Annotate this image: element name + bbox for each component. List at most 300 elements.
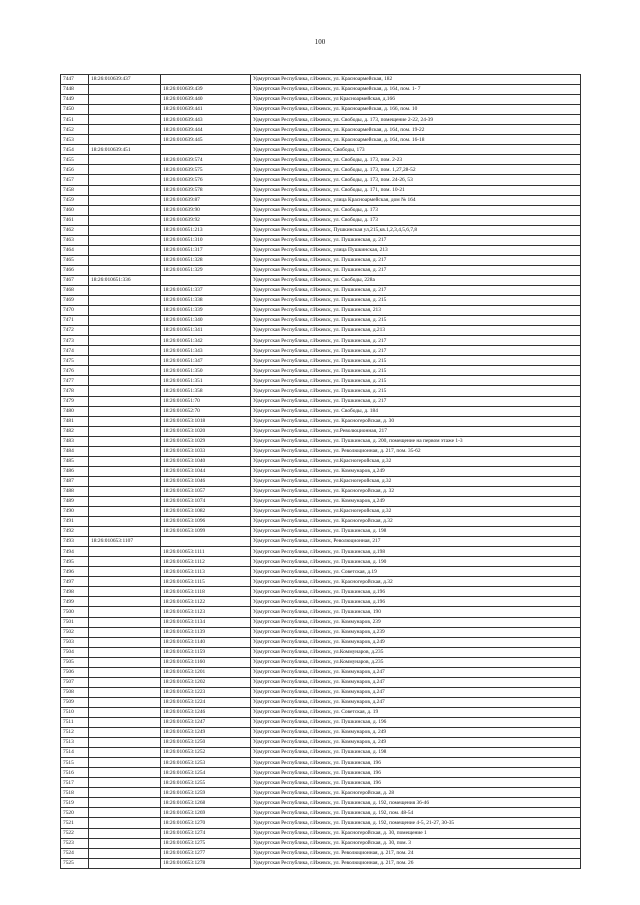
table-row — [61, 135, 581, 145]
cadastral-number-cell: 18:26:010651:341 — [161, 326, 251, 336]
parent-cadastral-cell — [89, 657, 161, 667]
row-number-cell: 7515 — [61, 758, 89, 768]
cadastral-number-cell: 18:26:010653:1275 — [161, 838, 251, 848]
address-cell: Удмуртская Республика, г.Ижевск, ул. Свободы, д. 173, пом. 1,27,28-52 — [251, 165, 581, 175]
row-number-cell: 7525 — [61, 858, 89, 868]
cadastral-number-cell: 18:26:010651:337 — [161, 285, 251, 295]
parent-cadastral-cell — [89, 175, 161, 185]
parent-cadastral-cell — [89, 225, 161, 235]
address-cell: Удмуртская Республика, г.Ижевск, ул. Пушкинская, д. 217 — [251, 235, 581, 245]
table-row — [61, 366, 581, 376]
address-cell: Удмуртская Республика, г.Ижевск, ул. Свободы, д. 173, пом. 2-23 — [251, 155, 581, 165]
address-cell: Удмуртская Республика, г.Ижевск, ул. Пушкинская, д. 192, помещения 36-46 — [251, 798, 581, 808]
table-row — [61, 306, 581, 316]
address-cell: Удмуртская Республика, г.Ижевск, ул. Свободы, д. 173, помещение 2-22, 24-39 — [251, 115, 581, 125]
page-number: 100 — [314, 38, 326, 46]
address-cell: Удмуртская Республика, г.Ижевск, ул. Советская, д.19 — [251, 567, 581, 577]
row-number-cell: 7493 — [61, 537, 89, 547]
address-cell: Удмуртская Республика, г.Ижевск, ул.Коммунаров, д.235 — [251, 657, 581, 667]
table-row — [61, 557, 581, 567]
parent-cadastral-cell — [89, 205, 161, 215]
row-number-cell: 7520 — [61, 808, 89, 818]
row-number-cell: 7509 — [61, 697, 89, 707]
parent-cadastral-cell — [89, 125, 161, 135]
table-row — [61, 285, 581, 295]
parent-cadastral-cell — [89, 346, 161, 356]
row-number-cell: 7490 — [61, 507, 89, 517]
address-cell: Удмуртская Республика, г.Ижевск, ул. Пушкинская, д. 192, помещение 4-5, 21-27, 30-35 — [251, 818, 581, 828]
table-row — [61, 547, 581, 557]
table-row — [61, 255, 581, 265]
parent-cadastral-cell — [89, 627, 161, 637]
parent-cadastral-cell — [89, 697, 161, 707]
table-row — [61, 326, 581, 336]
row-number-cell: 7491 — [61, 517, 89, 527]
cadastral-number-cell: 18:26:010651:342 — [161, 336, 251, 346]
row-number-cell: 7464 — [61, 245, 89, 255]
table-row — [61, 386, 581, 396]
parent-cadastral-cell — [89, 265, 161, 275]
address-cell: Удмуртская Республика, г.Ижевск, ул. Пушкинская, д.196 — [251, 597, 581, 607]
table-row — [61, 627, 581, 637]
address-cell: Удмуртская Республика, г.Ижевск, ул. Красноармейская, 182 — [251, 75, 581, 85]
row-number-cell: 7500 — [61, 607, 89, 617]
parent-cadastral-cell — [89, 306, 161, 316]
parent-cadastral-cell — [89, 677, 161, 687]
cadastral-number-cell: 18:26:010653:1268 — [161, 798, 251, 808]
address-cell: Удмуртская Республика, г.Ижевск, ул.Красногеройская, д.32 — [251, 456, 581, 466]
address-cell: Удмуртская Республика, г.Ижевск, ул. Пушкинская, д. 192, пом. 48-54 — [251, 808, 581, 818]
cadastral-number-cell: 18:26:010651:317 — [161, 245, 251, 255]
cadastral-number-cell: 18:26:010653:1249 — [161, 728, 251, 738]
address-cell: Удмуртская Республика, г.Ижевск, ул. Революционная, д. 217, пом. 35-62 — [251, 446, 581, 456]
row-number-cell: 7502 — [61, 627, 89, 637]
parent-cadastral-cell — [89, 105, 161, 115]
cadastral-number-cell: 18:26:010653:1201 — [161, 667, 251, 677]
cadastral-number-cell: 18:26:010639:576 — [161, 175, 251, 185]
cadastral-number-cell — [161, 145, 251, 155]
row-number-cell: 7473 — [61, 336, 89, 346]
table-row — [61, 456, 581, 466]
address-cell: Удмуртская Республика, г.Ижевск, ул. Революционная, д. 217, пом. 24 — [251, 848, 581, 858]
cadastral-number-cell: 18:26:010653:1046 — [161, 476, 251, 486]
address-cell: Удмуртская Республика, г.Ижевск, ул. Пушкинская, 190 — [251, 607, 581, 617]
cadastral-table — [60, 74, 581, 869]
cadastral-number-cell: 18:26:010652:70 — [161, 406, 251, 416]
row-number-cell: 7454 — [61, 145, 89, 155]
address-cell: Удмуртская Республика, г.Ижевск, ул. Коммунаров, д.247 — [251, 677, 581, 687]
address-cell: Удмуртская Республика, г.Ижевск, ул. Свободы, д. 173 — [251, 215, 581, 225]
address-cell: Удмуртская Республика, г.Ижевск, ул. Пушкинская, д. 198 — [251, 748, 581, 758]
cadastral-number-cell: 18:26:010653:1113 — [161, 567, 251, 577]
cadastral-number-cell: 18:26:010653:1096 — [161, 517, 251, 527]
address-cell: Удмуртская Республика, г.Ижевск, улица Пушкинская, 213 — [251, 245, 581, 255]
address-cell: Удмуртская Республика, г.Ижевск, ул. Пушкинская, д. 200, помещение на первом этаже 1-3 — [251, 436, 581, 446]
table-row — [61, 728, 581, 738]
parent-cadastral-cell — [89, 456, 161, 466]
row-number-cell: 7451 — [61, 115, 89, 125]
cadastral-number-cell: 18:26:010653:1111 — [161, 547, 251, 557]
table-row — [61, 376, 581, 386]
cadastral-number-cell: 18:26:010639:87 — [161, 195, 251, 205]
row-number-cell: 7475 — [61, 356, 89, 366]
table-row — [61, 707, 581, 717]
cadastral-number-cell: 18:26:010653:1018 — [161, 416, 251, 426]
row-number-cell: 7512 — [61, 728, 89, 738]
row-number-cell: 7477 — [61, 376, 89, 386]
address-cell: Удмуртская Республика, г.Ижевск, ул. Красногеройская, д.32 — [251, 577, 581, 587]
cadastral-number-cell: 18:26:010651:328 — [161, 255, 251, 265]
address-cell: Удмуртская Республика, г.Ижевск, ул. Пушкинская, д. 215 — [251, 356, 581, 366]
cadastral-number-cell: 18:26:010651:213 — [161, 225, 251, 235]
table-row — [61, 296, 581, 306]
row-number-cell: 7453 — [61, 135, 89, 145]
parent-cadastral-cell — [89, 718, 161, 728]
table-row — [61, 275, 581, 285]
table-row — [61, 436, 581, 446]
table-row — [61, 828, 581, 838]
address-cell: Удмуртская Республика, г.Ижевск, ул. Пушкинская, д. 215 — [251, 386, 581, 396]
row-number-cell: 7449 — [61, 95, 89, 105]
parent-cadastral-cell — [89, 115, 161, 125]
parent-cadastral-cell — [89, 366, 161, 376]
cadastral-number-cell: 18:26:010653:1044 — [161, 466, 251, 476]
row-number-cell: 7452 — [61, 125, 89, 135]
table-row — [61, 446, 581, 456]
address-cell: Удмуртская Республика, г.Ижевск, ул. Коммунаров, д.247 — [251, 667, 581, 677]
cadastral-number-cell: 18:26:010653:1160 — [161, 657, 251, 667]
address-cell: Удмуртская Республика, г.Ижевск, ул. Пушкинская, д. 215 — [251, 366, 581, 376]
table-row — [61, 507, 581, 517]
cadastral-number-cell: 18:26:010653:1040 — [161, 456, 251, 466]
address-cell: Удмуртская Республика, г.Ижевск, ул. Коммунаров, 239 — [251, 617, 581, 627]
row-number-cell: 7456 — [61, 165, 89, 175]
cadastral-number-cell: 18:26:010639:444 — [161, 125, 251, 135]
row-number-cell: 7481 — [61, 416, 89, 426]
parent-cadastral-cell — [89, 85, 161, 95]
address-cell: Удмуртская Республика, г.Ижевск, ул. Пушкинская, д.198 — [251, 547, 581, 557]
address-cell: Удмуртская Республика, г.Ижевск, ул. Пушкинская, д. 217 — [251, 255, 581, 265]
parent-cadastral-cell — [89, 557, 161, 567]
table-row — [61, 567, 581, 577]
cadastral-number-cell — [161, 75, 251, 85]
table-row — [61, 537, 581, 547]
cadastral-number-cell: 18:26:010653:1140 — [161, 637, 251, 647]
cadastral-number-cell: 18:26:010651:339 — [161, 306, 251, 316]
parent-cadastral-cell — [89, 245, 161, 255]
cadastral-number-cell: 18:26:010653:1274 — [161, 828, 251, 838]
parent-cadastral-cell — [89, 587, 161, 597]
row-number-cell: 7483 — [61, 436, 89, 446]
cadastral-number-cell: 18:26:010653:1074 — [161, 496, 251, 506]
cadastral-number-cell: 18:26:010653:1029 — [161, 436, 251, 446]
address-cell: Удмуртская Республика, г.Ижевск, ул. Красногеройская, д.32 — [251, 517, 581, 527]
row-number-cell: 7467 — [61, 275, 89, 285]
table-row — [61, 396, 581, 406]
table-body — [61, 75, 581, 869]
cadastral-number-cell: 18:26:010651:343 — [161, 346, 251, 356]
cadastral-number-cell: 18:26:010653:1159 — [161, 647, 251, 657]
parent-cadastral-cell — [89, 316, 161, 326]
table-row — [61, 838, 581, 848]
cadastral-number-cell: 18:26:010639:92 — [161, 215, 251, 225]
table-row — [61, 416, 581, 426]
address-cell: Удмуртская Республика, г.Ижевск, ул. Коммунаров, д.247 — [251, 697, 581, 707]
table-row — [61, 105, 581, 115]
parent-cadastral-cell — [89, 577, 161, 587]
row-number-cell: 7463 — [61, 235, 89, 245]
table-row — [61, 697, 581, 707]
row-number-cell: 7448 — [61, 85, 89, 95]
parent-cadastral-cell — [89, 285, 161, 295]
table-row — [61, 647, 581, 657]
row-number-cell: 7504 — [61, 647, 89, 657]
address-cell: Удмуртская Республика, г.Ижевск, ул. Революционная, д. 217, пом. 26 — [251, 858, 581, 868]
parent-cadastral-cell — [89, 637, 161, 647]
row-number-cell: 7480 — [61, 406, 89, 416]
address-cell: Удмуртская Республика, г.Ижевск, ул. Коммунаров, д. 249 — [251, 738, 581, 748]
row-number-cell: 7494 — [61, 547, 89, 557]
cadastral-number-cell: 18:26:010651:358 — [161, 386, 251, 396]
table-row — [61, 195, 581, 205]
row-number-cell: 7498 — [61, 587, 89, 597]
cadastral-number-cell: 18:26:010651:70 — [161, 396, 251, 406]
row-number-cell: 7492 — [61, 527, 89, 537]
parent-cadastral-cell — [89, 507, 161, 517]
table-row — [61, 587, 581, 597]
parent-cadastral-cell — [89, 768, 161, 778]
row-number-cell: 7507 — [61, 677, 89, 687]
address-cell: Удмуртская Республика, г.Ижевск, ул. Коммунаров, д.249 — [251, 496, 581, 506]
table-row — [61, 165, 581, 175]
address-cell: Удмуртская Республика, г.Ижевск, ул. Пушкинская, д. 190 — [251, 557, 581, 567]
row-number-cell: 7478 — [61, 386, 89, 396]
row-number-cell: 7474 — [61, 346, 89, 356]
row-number-cell: 7488 — [61, 486, 89, 496]
address-cell: Удмуртская Республика, г.Ижевск, ул. Пушкинская, 196 — [251, 758, 581, 768]
address-cell: Удмуртская Республика, г.Ижевск, ул. Коммунаров, д. 249 — [251, 728, 581, 738]
cadastral-number-cell: 18:26:010653:1278 — [161, 858, 251, 868]
parent-cadastral-cell — [89, 95, 161, 105]
cadastral-number-cell: 18:26:010653:1139 — [161, 627, 251, 637]
cadastral-number-cell: 18:26:010653:1112 — [161, 557, 251, 567]
cadastral-number-cell: 18:26:010653:1255 — [161, 778, 251, 788]
table-row — [61, 607, 581, 617]
address-cell: Удмуртская Республика, г.Ижевск, ул. Свободы, д. 173 — [251, 205, 581, 215]
row-number-cell: 7461 — [61, 215, 89, 225]
address-cell: Удмуртская Республика, г.Ижевск, ул. Коммунаров, д.239 — [251, 627, 581, 637]
table-row — [61, 718, 581, 728]
parent-cadastral-cell — [89, 155, 161, 165]
parent-cadastral-cell — [89, 667, 161, 677]
table-row — [61, 426, 581, 436]
row-number-cell: 7518 — [61, 788, 89, 798]
row-number-cell: 7460 — [61, 205, 89, 215]
table-row — [61, 527, 581, 537]
row-number-cell: 7511 — [61, 718, 89, 728]
parent-cadastral-cell — [89, 165, 161, 175]
parent-cadastral-cell — [89, 808, 161, 818]
address-cell: Удмуртская Республика, г.Ижевск, ул. Пушкинская, д. 215 — [251, 376, 581, 386]
row-number-cell: 7524 — [61, 848, 89, 858]
row-number-cell: 7447 — [61, 75, 89, 85]
parent-cadastral-cell — [89, 758, 161, 768]
parent-cadastral-cell — [89, 818, 161, 828]
row-number-cell: 7519 — [61, 798, 89, 808]
table-row — [61, 738, 581, 748]
row-number-cell: 7468 — [61, 285, 89, 295]
parent-cadastral-cell — [89, 707, 161, 717]
table-row — [61, 798, 581, 808]
table-row — [61, 95, 581, 105]
table-row — [61, 637, 581, 647]
table-row — [61, 185, 581, 195]
parent-cadastral-cell — [89, 396, 161, 406]
table-row — [61, 597, 581, 607]
address-cell: Удмуртская Республика, г.Ижевск, ул. Красноармейская, д. 164, пом. 16-18 — [251, 135, 581, 145]
parent-cadastral-cell — [89, 296, 161, 306]
parent-cadastral-cell — [89, 567, 161, 577]
parent-cadastral-cell — [89, 356, 161, 366]
table-row — [61, 577, 581, 587]
parent-cadastral-cell — [89, 858, 161, 868]
row-number-cell: 7506 — [61, 667, 89, 677]
table-row — [61, 75, 581, 85]
parent-cadastral-cell — [89, 436, 161, 446]
parent-cadastral-cell — [89, 215, 161, 225]
parent-cadastral-cell: 18:26:010639:437 — [89, 75, 161, 85]
parent-cadastral-cell — [89, 476, 161, 486]
cadastral-number-cell: 18:26:010653:1253 — [161, 758, 251, 768]
address-cell: Удмуртская Республика, г.Ижевск, ул. Красногеройская, д. 30 — [251, 416, 581, 426]
row-number-cell: 7462 — [61, 225, 89, 235]
row-number-cell: 7485 — [61, 456, 89, 466]
table-row — [61, 245, 581, 255]
address-cell: Удмуртская Республика, г.Ижевск, ул. Пушкинская, д. 217 — [251, 336, 581, 346]
row-number-cell: 7476 — [61, 366, 89, 376]
row-number-cell: 7457 — [61, 175, 89, 185]
address-cell: Удмуртская Республика, г.Ижевск, улица Красноармейская, дом № 164 — [251, 195, 581, 205]
row-number-cell: 7469 — [61, 296, 89, 306]
address-cell: Удмуртская Республика, г.Ижевск, ул. Коммунаров, д.249 — [251, 637, 581, 647]
address-cell: Удмуртская Республика, г.Ижевск, ул. Пушкинская, 196 — [251, 768, 581, 778]
table-row — [61, 346, 581, 356]
parent-cadastral-cell: 18:26:010639:451 — [89, 145, 161, 155]
table-row — [61, 145, 581, 155]
table-row — [61, 175, 581, 185]
table-row — [61, 215, 581, 225]
address-cell: Удмуртская Республика, г.Ижевск, Пушкинская ул,215,кв.1,2,3,4,5,6,7,8 — [251, 225, 581, 235]
table-row — [61, 858, 581, 868]
cadastral-number-cell: 18:26:010651:350 — [161, 366, 251, 376]
row-number-cell: 7517 — [61, 778, 89, 788]
table-row — [61, 808, 581, 818]
cadastral-number-cell: 18:26:010639:443 — [161, 115, 251, 125]
cadastral-number-cell: 18:26:010653:1277 — [161, 848, 251, 858]
row-number-cell: 7450 — [61, 105, 89, 115]
cadastral-number-cell: 18:26:010639:575 — [161, 165, 251, 175]
table-row — [61, 657, 581, 667]
parent-cadastral-cell: 18:26:010653:1107 — [89, 537, 161, 547]
parent-cadastral-cell — [89, 848, 161, 858]
table-row — [61, 486, 581, 496]
table-row — [61, 778, 581, 788]
row-number-cell: 7513 — [61, 738, 89, 748]
table-row — [61, 336, 581, 346]
cadastral-number-cell: 18:26:010653:1246 — [161, 707, 251, 717]
cadastral-number-cell: 18:26:010653:1118 — [161, 587, 251, 597]
row-number-cell: 7455 — [61, 155, 89, 165]
cadastral-number-cell — [161, 275, 251, 285]
cadastral-number-cell: 18:26:010639:441 — [161, 105, 251, 115]
parent-cadastral-cell — [89, 406, 161, 416]
row-number-cell: 7510 — [61, 707, 89, 717]
parent-cadastral-cell — [89, 185, 161, 195]
address-cell: Удмуртская Республика, г.Ижевск, ул. Красногеройская, д. 28 — [251, 788, 581, 798]
table-row — [61, 667, 581, 677]
address-cell: Удмуртская Республика, г.Ижевск, ул. Пушкинская, д.196 — [251, 587, 581, 597]
parent-cadastral-cell — [89, 235, 161, 245]
cadastral-number-cell: 18:26:010653:1254 — [161, 768, 251, 778]
row-number-cell: 7486 — [61, 466, 89, 476]
cadastral-number-cell: 18:26:010639:445 — [161, 135, 251, 145]
address-cell: Удмуртская Республика, г.Ижевск, ул. Свободы, д. 184 — [251, 406, 581, 416]
parent-cadastral-cell: 18:26:010651:336 — [89, 275, 161, 285]
table-row — [61, 265, 581, 275]
address-cell: Удмуртская Республика, г.Ижевск, ул. Красногеройская, д. 30, пом. 3 — [251, 838, 581, 848]
row-number-cell: 7470 — [61, 306, 89, 316]
parent-cadastral-cell — [89, 416, 161, 426]
address-cell: Удмуртская Республика, г.Ижевск, ул Красноармейская, д.166 — [251, 95, 581, 105]
row-number-cell: 7472 — [61, 326, 89, 336]
table-row — [61, 768, 581, 778]
row-number-cell: 7484 — [61, 446, 89, 456]
address-cell: Удмуртская Республика, г.Ижевск, Свободы, 173 — [251, 145, 581, 155]
table-row — [61, 687, 581, 697]
table-row — [61, 316, 581, 326]
row-number-cell: 7523 — [61, 838, 89, 848]
cadastral-number-cell: 18:26:010653:1122 — [161, 597, 251, 607]
parent-cadastral-cell — [89, 255, 161, 265]
cadastral-number-cell: 18:26:010653:1134 — [161, 617, 251, 627]
parent-cadastral-cell — [89, 728, 161, 738]
row-number-cell: 7503 — [61, 637, 89, 647]
cadastral-number-cell: 18:26:010639:440 — [161, 95, 251, 105]
parent-cadastral-cell — [89, 326, 161, 336]
parent-cadastral-cell — [89, 748, 161, 758]
cadastral-number-cell: 18:26:010653:1269 — [161, 808, 251, 818]
cadastral-number-cell: 18:26:010639:90 — [161, 205, 251, 215]
address-cell: Удмуртская Республика, г.Ижевск, ул. Красногеройская, д. 30, помещение 1 — [251, 828, 581, 838]
table-row — [61, 517, 581, 527]
row-number-cell: 7495 — [61, 557, 89, 567]
parent-cadastral-cell — [89, 466, 161, 476]
address-cell: Удмуртская Республика, г.Ижевск, ул.Красногеройская, д.32 — [251, 507, 581, 517]
cadastral-number-cell: 18:26:010653:1252 — [161, 748, 251, 758]
parent-cadastral-cell — [89, 496, 161, 506]
row-number-cell: 7497 — [61, 577, 89, 587]
address-cell: Удмуртская Республика, г.Ижевск, ул. Красноармейская, д. 164, пом. 1- 7 — [251, 85, 581, 95]
parent-cadastral-cell — [89, 778, 161, 788]
parent-cadastral-cell — [89, 336, 161, 346]
cadastral-number-cell: 18:26:010653:1099 — [161, 527, 251, 537]
parent-cadastral-cell — [89, 527, 161, 537]
row-number-cell: 7522 — [61, 828, 89, 838]
table-row — [61, 205, 581, 215]
parent-cadastral-cell — [89, 607, 161, 617]
cadastral-number-cell — [161, 537, 251, 547]
parent-cadastral-cell — [89, 376, 161, 386]
